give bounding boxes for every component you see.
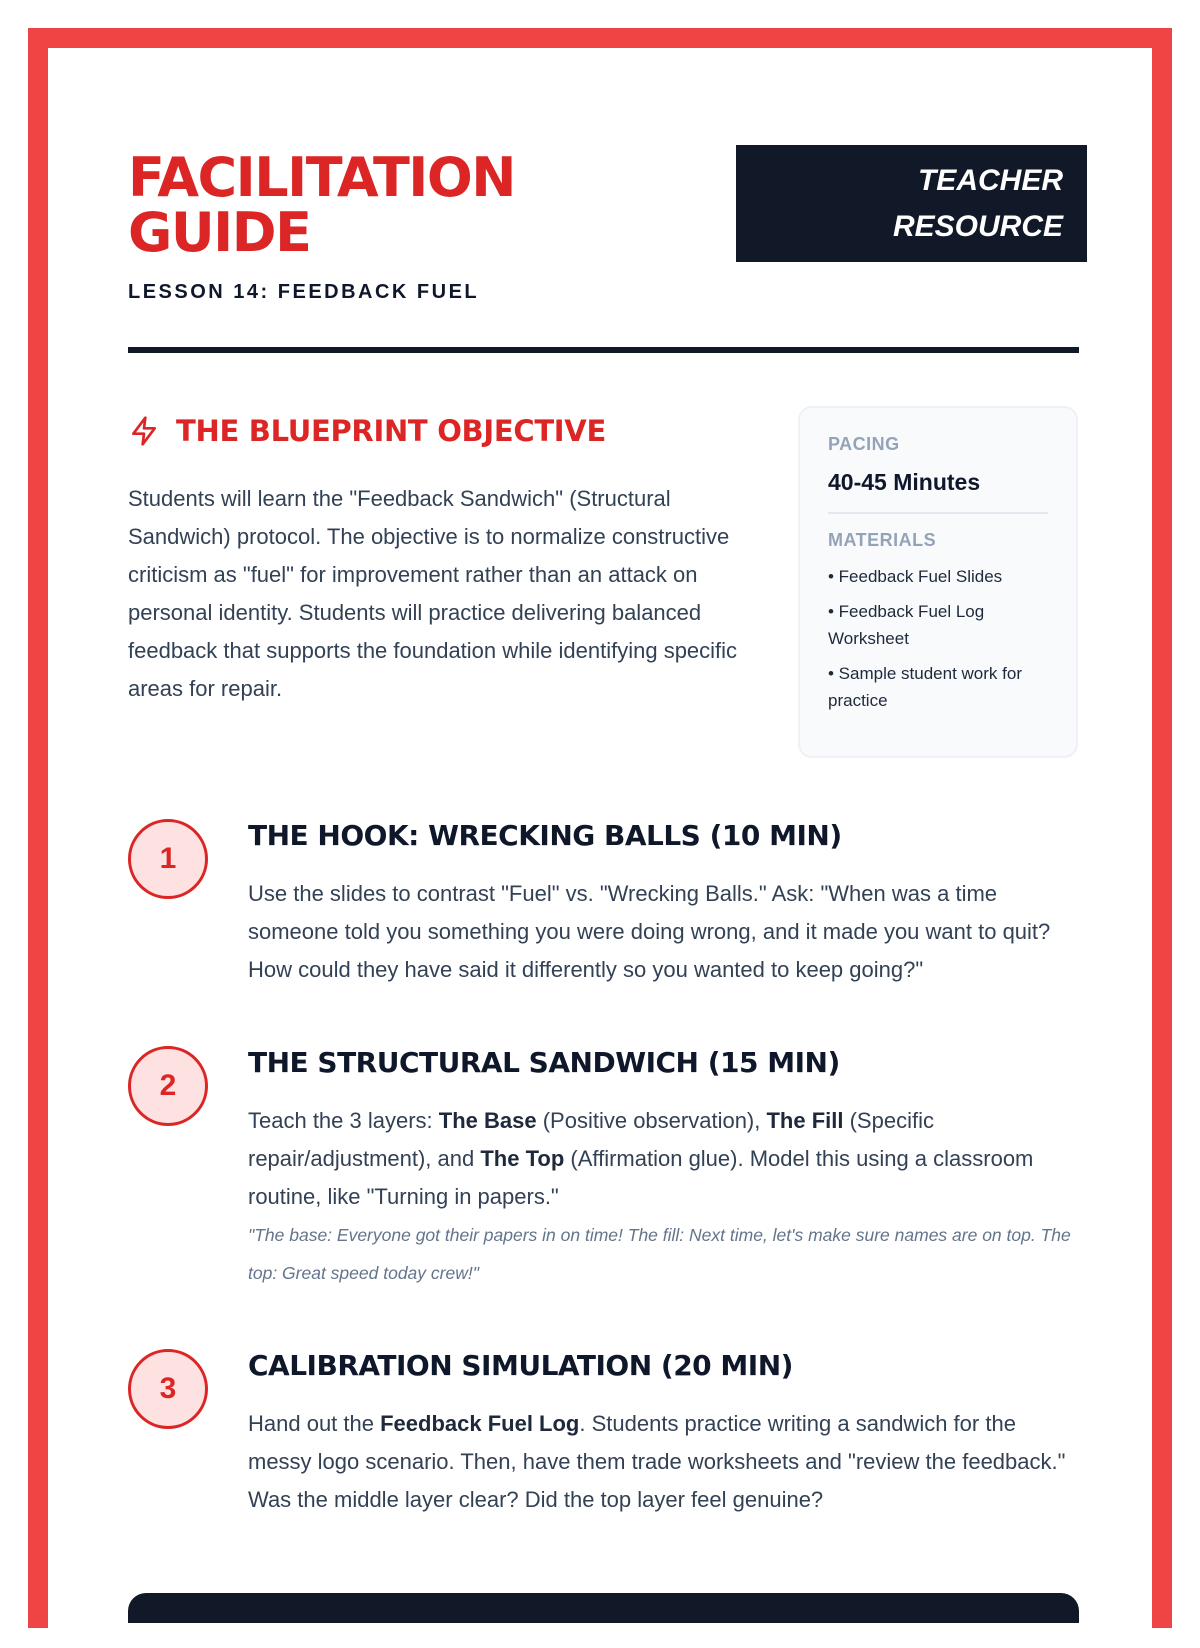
footer-bar [128, 1593, 1079, 1623]
step-body [248, 1405, 1076, 1519]
materials-item: • Sample student work for practice [828, 664, 1022, 710]
step-text: Teach the 3 layers: [248, 1108, 439, 1133]
step-bold-term: Feedback Fuel Log [380, 1411, 580, 1436]
objective-body: Students will learn the "Feedback Sandwich" (Structural Sandwich) protocol. The objective is to normalize constructive criticism as "fuel" for improvement rather than an attack on personal identity. Students will practice delivering balanced feedback that supports the foundation while identifying specific areas for repair. [128, 486, 738, 701]
step-body: Use the slides to contrast "Fuel" vs. "Wrecking Balls." Ask: "When was a time someone told you something you were doing wrong, and it made you want to quit? How could they have said it differently so you wanted to keep going?" [248, 881, 1051, 982]
pacing-value: 40-45 Minutes [828, 469, 981, 495]
step-title: THE STRUCTURAL SANDWICH (15 MIN) [248, 1046, 840, 1079]
objective-heading [128, 414, 606, 448]
step-bold-term: The Fill [766, 1108, 844, 1133]
step-example-quote: "The base: Everyone got their papers in on time! The fill: Next time, let's make sure names are on top. The top: Great speed today crew!" [248, 1225, 1071, 1283]
step-bold-term: The Base [438, 1108, 537, 1133]
step-text: . Students practice writing a sandwich for the messy logo scenario. Then, have them trade worksheets and "review the feedback." Was the middle layer clear? Did the top layer feel genuine? [248, 1411, 1066, 1512]
lesson-subtitle: LESSON 14: FEEDBACK FUEL [128, 281, 480, 303]
pacing-materials-card [798, 406, 1078, 758]
page-frame [28, 28, 1172, 1628]
step-body [248, 1102, 1076, 1292]
header-divider [128, 347, 1079, 353]
step-text: (Positive observation), [536, 1108, 767, 1133]
step-title: THE HOOK: WRECKING BALLS (10 MIN) [248, 819, 842, 852]
step-text: (Affirmation glue). Model this using a classroom routine, like "Turning in papers." [248, 1146, 1034, 1209]
teacher-resource-badge [736, 145, 1087, 262]
title-line-2: GUIDE [128, 201, 311, 264]
step-bold-term: The Top [480, 1146, 565, 1171]
materials-item: • Feedback Fuel Log Worksheet [828, 602, 985, 648]
materials-list [828, 563, 1048, 714]
card-divider [828, 512, 1048, 514]
materials-label: MATERIALS [828, 530, 937, 550]
page-title [128, 146, 648, 264]
step-number-badge: 3 [128, 1349, 208, 1429]
step-number-badge: 1 [128, 819, 208, 899]
step-text: Hand out the [248, 1411, 381, 1436]
step-text: (Specific repair/adjustment), and [248, 1108, 934, 1171]
bolt-icon [128, 415, 160, 447]
step-number-badge: 2 [128, 1046, 208, 1126]
badge-line-1: TEACHER [917, 163, 1063, 197]
badge-line-2: RESOURCE [892, 209, 1063, 243]
title-line-1: FACILITATION [128, 146, 515, 209]
pacing-label: PACING [828, 434, 900, 454]
materials-item: • Feedback Fuel Slides [828, 567, 1003, 586]
page-content [128, 48, 1076, 1648]
step-title: CALIBRATION SIMULATION (20 MIN) [248, 1349, 793, 1382]
objective-title: THE BLUEPRINT OBJECTIVE [176, 414, 606, 448]
